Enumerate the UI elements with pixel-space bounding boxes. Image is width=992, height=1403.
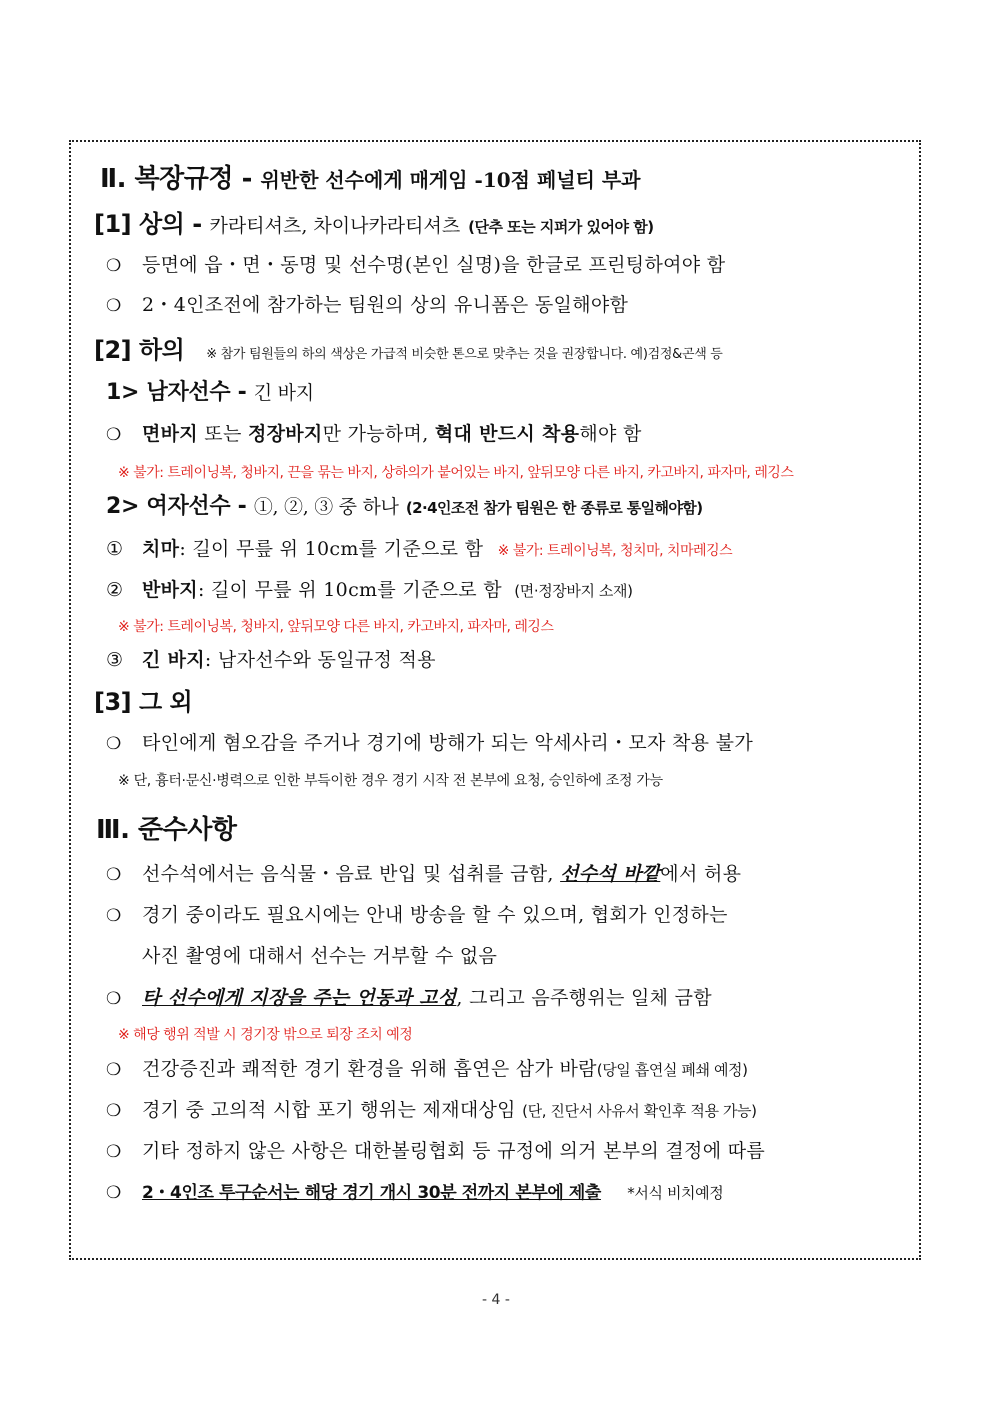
top-title: [1] 상의 -	[94, 210, 202, 238]
women-item-2-text: : 길이 무릎 위 10cm를 기준으로 함	[197, 579, 502, 601]
bottom-note: ※ 참가 팀원들의 하의 색상은 가급적 비슷한 톤으로 맞추는 것을 권장합니다. 예)검정&곤색 등	[206, 347, 723, 362]
section-2-heading	[100, 166, 641, 192]
rule-1	[106, 865, 741, 884]
other-bullet	[106, 734, 753, 753]
women-item-1-text: : 길이 무릎 위 10cm를 기준으로 함	[179, 538, 484, 560]
rule-1-tail: 에서 허용	[660, 863, 742, 885]
men-b1-or: 또는	[197, 423, 248, 445]
bullet-icon: ❍	[106, 989, 122, 1009]
bullet-icon: ❍	[106, 1183, 122, 1203]
women-subtitle: ①, ②, ③ 중 하나	[253, 496, 399, 518]
men-b1-only: 만 가능하며,	[322, 423, 435, 445]
men-subtitle: 긴 바지	[253, 382, 314, 404]
men-b1-cotton: 면바지	[142, 423, 198, 445]
rule-3	[106, 989, 712, 1008]
rule-5-text: 경기 중 고의적 시합 포기 행위는 제재대상임	[142, 1099, 516, 1121]
men-bullet	[106, 425, 642, 444]
women-item-3	[106, 651, 436, 670]
rule-5-note: (단, 진단서 사유서 확인후 적용 가능)	[522, 1102, 757, 1120]
top-bullet-2	[106, 296, 628, 315]
rule-1-text: 선수석에서는 음식물・음료 반입 및 섭취를 금함,	[142, 863, 561, 885]
other-bullet-text: 타인에게 혐오감을 주거나 경기에 방해가 되는 악세사리・모자 착용 불가	[142, 732, 753, 754]
bullet-icon: ❍	[106, 1060, 122, 1080]
top-bullet-2-text: 2・4인조전에 참가하는 팀원의 상의 유니폼은 동일해야함	[142, 294, 629, 316]
section-2-subtitle: 위반한 선수에게 매게임 -10점 페널티 부과	[260, 168, 641, 192]
page-number: - 4 -	[482, 1292, 510, 1308]
top-subtitle: 카라티셔츠, 차이나카라티셔츠	[209, 215, 461, 237]
top-bullet-1-text: 등면에 읍・면・동명 및 선수명(본인 실명)을 한글로 프린팅하여야 함	[142, 254, 726, 276]
rule-2-line-1: 경기 중이라도 필요시에는 안내 방송을 할 수 있으며, 협회가 인정하는	[142, 904, 728, 926]
men-b1-suit: 정장바지	[247, 423, 323, 445]
women-item-1-prohibited: ※ 불가: 트레이닝복, 청치마, 치마레깅스	[497, 543, 733, 559]
top-bullet-1	[106, 256, 725, 275]
other-heading: [3] 그 외	[94, 688, 193, 716]
rule-3-emphasis: 타 선수에게 지장을 주는 언동과 고성	[142, 987, 457, 1009]
top-heading	[94, 212, 654, 236]
rule-7	[106, 1183, 723, 1202]
circled-number: ①	[106, 538, 124, 560]
rule-2	[106, 906, 728, 925]
bullet-icon: ❍	[106, 734, 122, 754]
women-title: 2> 여자선수 -	[106, 494, 247, 519]
women-item-2-label: 반바지	[142, 579, 198, 601]
men-title: 1> 남자선수 -	[106, 380, 247, 405]
bottom-heading	[94, 338, 723, 362]
other-note: ※ 단, 흉터·문신·병력으로 인한 부득이한 경우 경기 시작 전 본부에 요청, 승인하에 조정 가능	[118, 773, 663, 789]
rule-6	[106, 1142, 765, 1161]
men-heading	[106, 382, 314, 404]
rule-5	[106, 1101, 757, 1120]
women-item-3-text: : 남자선수와 동일규정 적용	[204, 649, 436, 671]
section-2-title: Ⅱ. 복장규정 -	[100, 164, 252, 194]
rule-7-note: *서식 비치예정	[627, 1184, 724, 1202]
bullet-icon: ❍	[106, 865, 122, 885]
women-condition: (2·4인조전 참가 팀원은 한 종류로 통일해야함)	[405, 499, 703, 517]
rule-4	[106, 1060, 748, 1079]
bullet-icon: ❍	[106, 906, 122, 926]
rule-4-text: 건강증진과 쾌적한 경기 환경을 위해 흡연은 삼가 바람	[142, 1058, 597, 1080]
rule-1-emphasis: 선수석 바깥	[560, 863, 661, 885]
bullet-icon: ❍	[106, 296, 122, 316]
rule-3-text: , 그리고 음주행위는 일체 금함	[456, 987, 712, 1009]
men-b1-must: 해야 함	[579, 423, 642, 445]
circled-number: ③	[106, 649, 124, 671]
women-item-1	[106, 540, 732, 559]
rule-7-text: 2・4인조 투구순서는 해당 경기 개시 30분 전까지 본부에 제출	[142, 1183, 601, 1203]
bullet-icon: ❍	[106, 1142, 122, 1162]
women-item-2-prohibited: ※ 불가: 트레이닝복, 청바지, 앞뒤모양 다른 바지, 카고바지, 파자마, 레깅스	[118, 619, 554, 635]
rule-4-note: (당일 흡연실 폐쇄 예정)	[596, 1061, 748, 1079]
men-b1-belt: 혁대 반드시 착용	[434, 423, 580, 445]
rule-2-line-2: 사진 촬영에 대해서 선수는 거부할 수 없음	[142, 945, 498, 967]
women-item-1-label: 치마	[142, 538, 180, 560]
bottom-title: [2] 하의	[94, 336, 185, 364]
rule-3-penalty-note: ※ 해당 행위 적발 시 경기장 밖으로 퇴장 조치 예정	[118, 1027, 413, 1043]
section-3-title: Ⅲ. 준수사항	[96, 815, 237, 845]
top-condition: (단추 또는 지퍼가 있어야 함)	[468, 218, 654, 236]
women-heading	[106, 496, 702, 518]
rule-6-text: 기타 정하지 않은 사항은 대한볼링협회 등 규정에 의거 본부의 결정에 따름	[142, 1140, 766, 1162]
bullet-icon: ❍	[106, 256, 122, 276]
women-item-2	[106, 581, 633, 600]
women-item-2-material: (면·정장바지 소재)	[514, 582, 633, 600]
women-item-3-label: 긴 바지	[142, 649, 205, 671]
circled-number: ②	[106, 579, 124, 601]
bullet-icon: ❍	[106, 425, 122, 445]
bullet-icon: ❍	[106, 1101, 122, 1121]
men-prohibited-note: ※ 불가: 트레이닝복, 청바지, 끈을 묶는 바지, 상하의가 붙어있는 바지, 앞뒤모양 다른 바지, 카고바지, 파자마, 레깅스	[118, 465, 794, 481]
